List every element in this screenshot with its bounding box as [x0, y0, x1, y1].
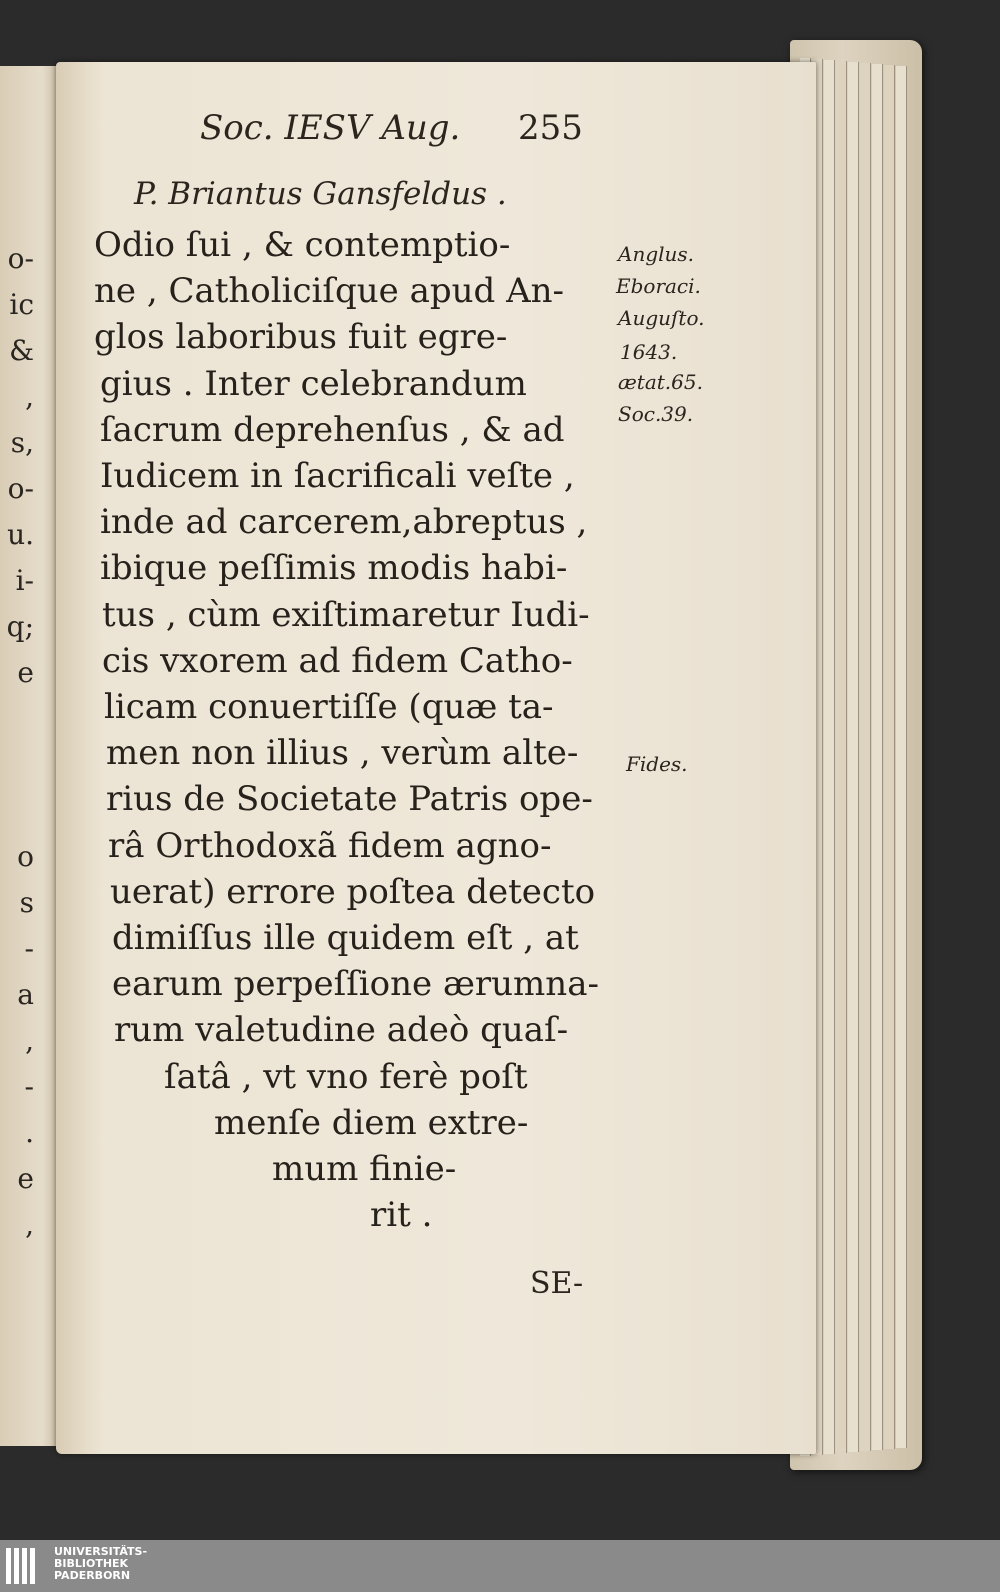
page-edge: [884, 65, 895, 1449]
text-line: gius . Inter celebrandum: [100, 363, 527, 404]
text-line: cis vxorem ad fidem Catho-: [102, 640, 573, 681]
facing-page-char: ,: [25, 380, 34, 413]
facing-page-left: [0, 66, 60, 1446]
page-edge: [836, 61, 847, 1453]
margin-note: 1643.: [620, 340, 678, 364]
page-edge: [872, 64, 883, 1450]
page-edge: [860, 63, 871, 1451]
facing-page-char: ,: [25, 1024, 34, 1057]
text-line: uerat) errore poſtea detecto: [110, 871, 596, 912]
library-name-line: BIBLIOTHEK: [54, 1557, 129, 1570]
facing-page-char: o: [17, 840, 34, 873]
text-line: earum perpeſſione ærumna-: [112, 964, 599, 1005]
facing-page-char: i-: [15, 564, 34, 597]
text-line: men non illius , verùm alte-: [106, 733, 579, 774]
entry-heading: P. Briantus Gansfeldus .: [134, 176, 507, 212]
library-name-line: UNIVERSITÄTS-: [54, 1545, 148, 1558]
text-line: rius de Societate Patris ope-: [106, 779, 593, 820]
facing-page-char: s: [19, 886, 34, 919]
facing-page-char: q;: [6, 610, 34, 643]
text-line: ne , Catholiciſque apud An-: [94, 271, 565, 312]
facing-page-char: [0, 696, 34, 742]
text-line: menſe diem extre-: [214, 1102, 529, 1143]
text-line: ſatâ , vt vno ferè poſt: [164, 1056, 528, 1097]
margin-note: Auguſto.: [618, 306, 705, 330]
running-head: [200, 108, 600, 154]
page-edge: [848, 62, 859, 1452]
facing-page-char: [0, 742, 34, 788]
text-line: mum finie-: [272, 1149, 457, 1189]
page-number: 255: [518, 108, 583, 148]
facing-page-char: o-: [7, 242, 34, 275]
text-line: glos laboribus fuit egre-: [94, 317, 508, 358]
margin-note: Soc.39.: [618, 402, 694, 426]
facing-page-char: u.: [7, 518, 34, 551]
facing-page-char: &: [9, 334, 34, 367]
text-line: rit .: [370, 1195, 433, 1236]
text-line: tus , cùm exiſtimaretur Iudi-: [102, 594, 590, 635]
text-line: râ Orthodoxã fidem agno-: [108, 825, 552, 866]
library-logo-icon: [6, 1548, 46, 1586]
facing-page-char: -: [24, 932, 34, 965]
library-name: [54, 1546, 147, 1582]
text-line: rum valetudine adeò quaſ-: [114, 1010, 569, 1051]
facing-page-char: ic: [9, 288, 34, 321]
page-255: [56, 62, 816, 1454]
facing-page-char: a: [17, 978, 34, 1011]
facing-page-char: e: [17, 1162, 34, 1195]
page-edge: [824, 60, 835, 1454]
library-footer: [0, 1540, 1000, 1592]
facing-page-char: [0, 788, 34, 834]
running-title: Soc. IESV Aug.: [200, 108, 461, 148]
catchword: SE-: [530, 1266, 584, 1301]
facing-page-char: o-: [7, 472, 34, 505]
text-line: Odio ſui , & contemptio-: [94, 225, 511, 265]
facing-page-text-edge: [0, 236, 34, 1248]
margin-note: Eboraci.: [616, 274, 701, 298]
library-name-line: PADERBORN: [54, 1569, 131, 1582]
facing-page-char: s,: [10, 426, 34, 459]
margin-note: Anglus.: [618, 242, 695, 266]
facing-page-char: -: [24, 1070, 34, 1103]
facing-page-char: e: [17, 656, 34, 689]
text-line: Iudicem in ſacrificali veſte ,: [100, 456, 575, 496]
text-line: inde ad carcerem,abreptus ,: [100, 502, 588, 543]
facing-page-char: ,: [25, 1208, 34, 1241]
text-line: ibique peſſimis modis habi-: [100, 548, 568, 589]
text-line: licam conuertiſſe (quæ ta-: [104, 687, 554, 727]
margin-note: Fides.: [626, 752, 688, 776]
margin-note: ætat.65.: [618, 370, 703, 394]
facing-page-char: .: [25, 1116, 34, 1149]
text-line: ſacrum deprehenſus , & ad: [100, 409, 565, 450]
page-edge: [896, 66, 907, 1448]
text-line: dimiſſus ille quidem eſt , at: [112, 918, 579, 958]
